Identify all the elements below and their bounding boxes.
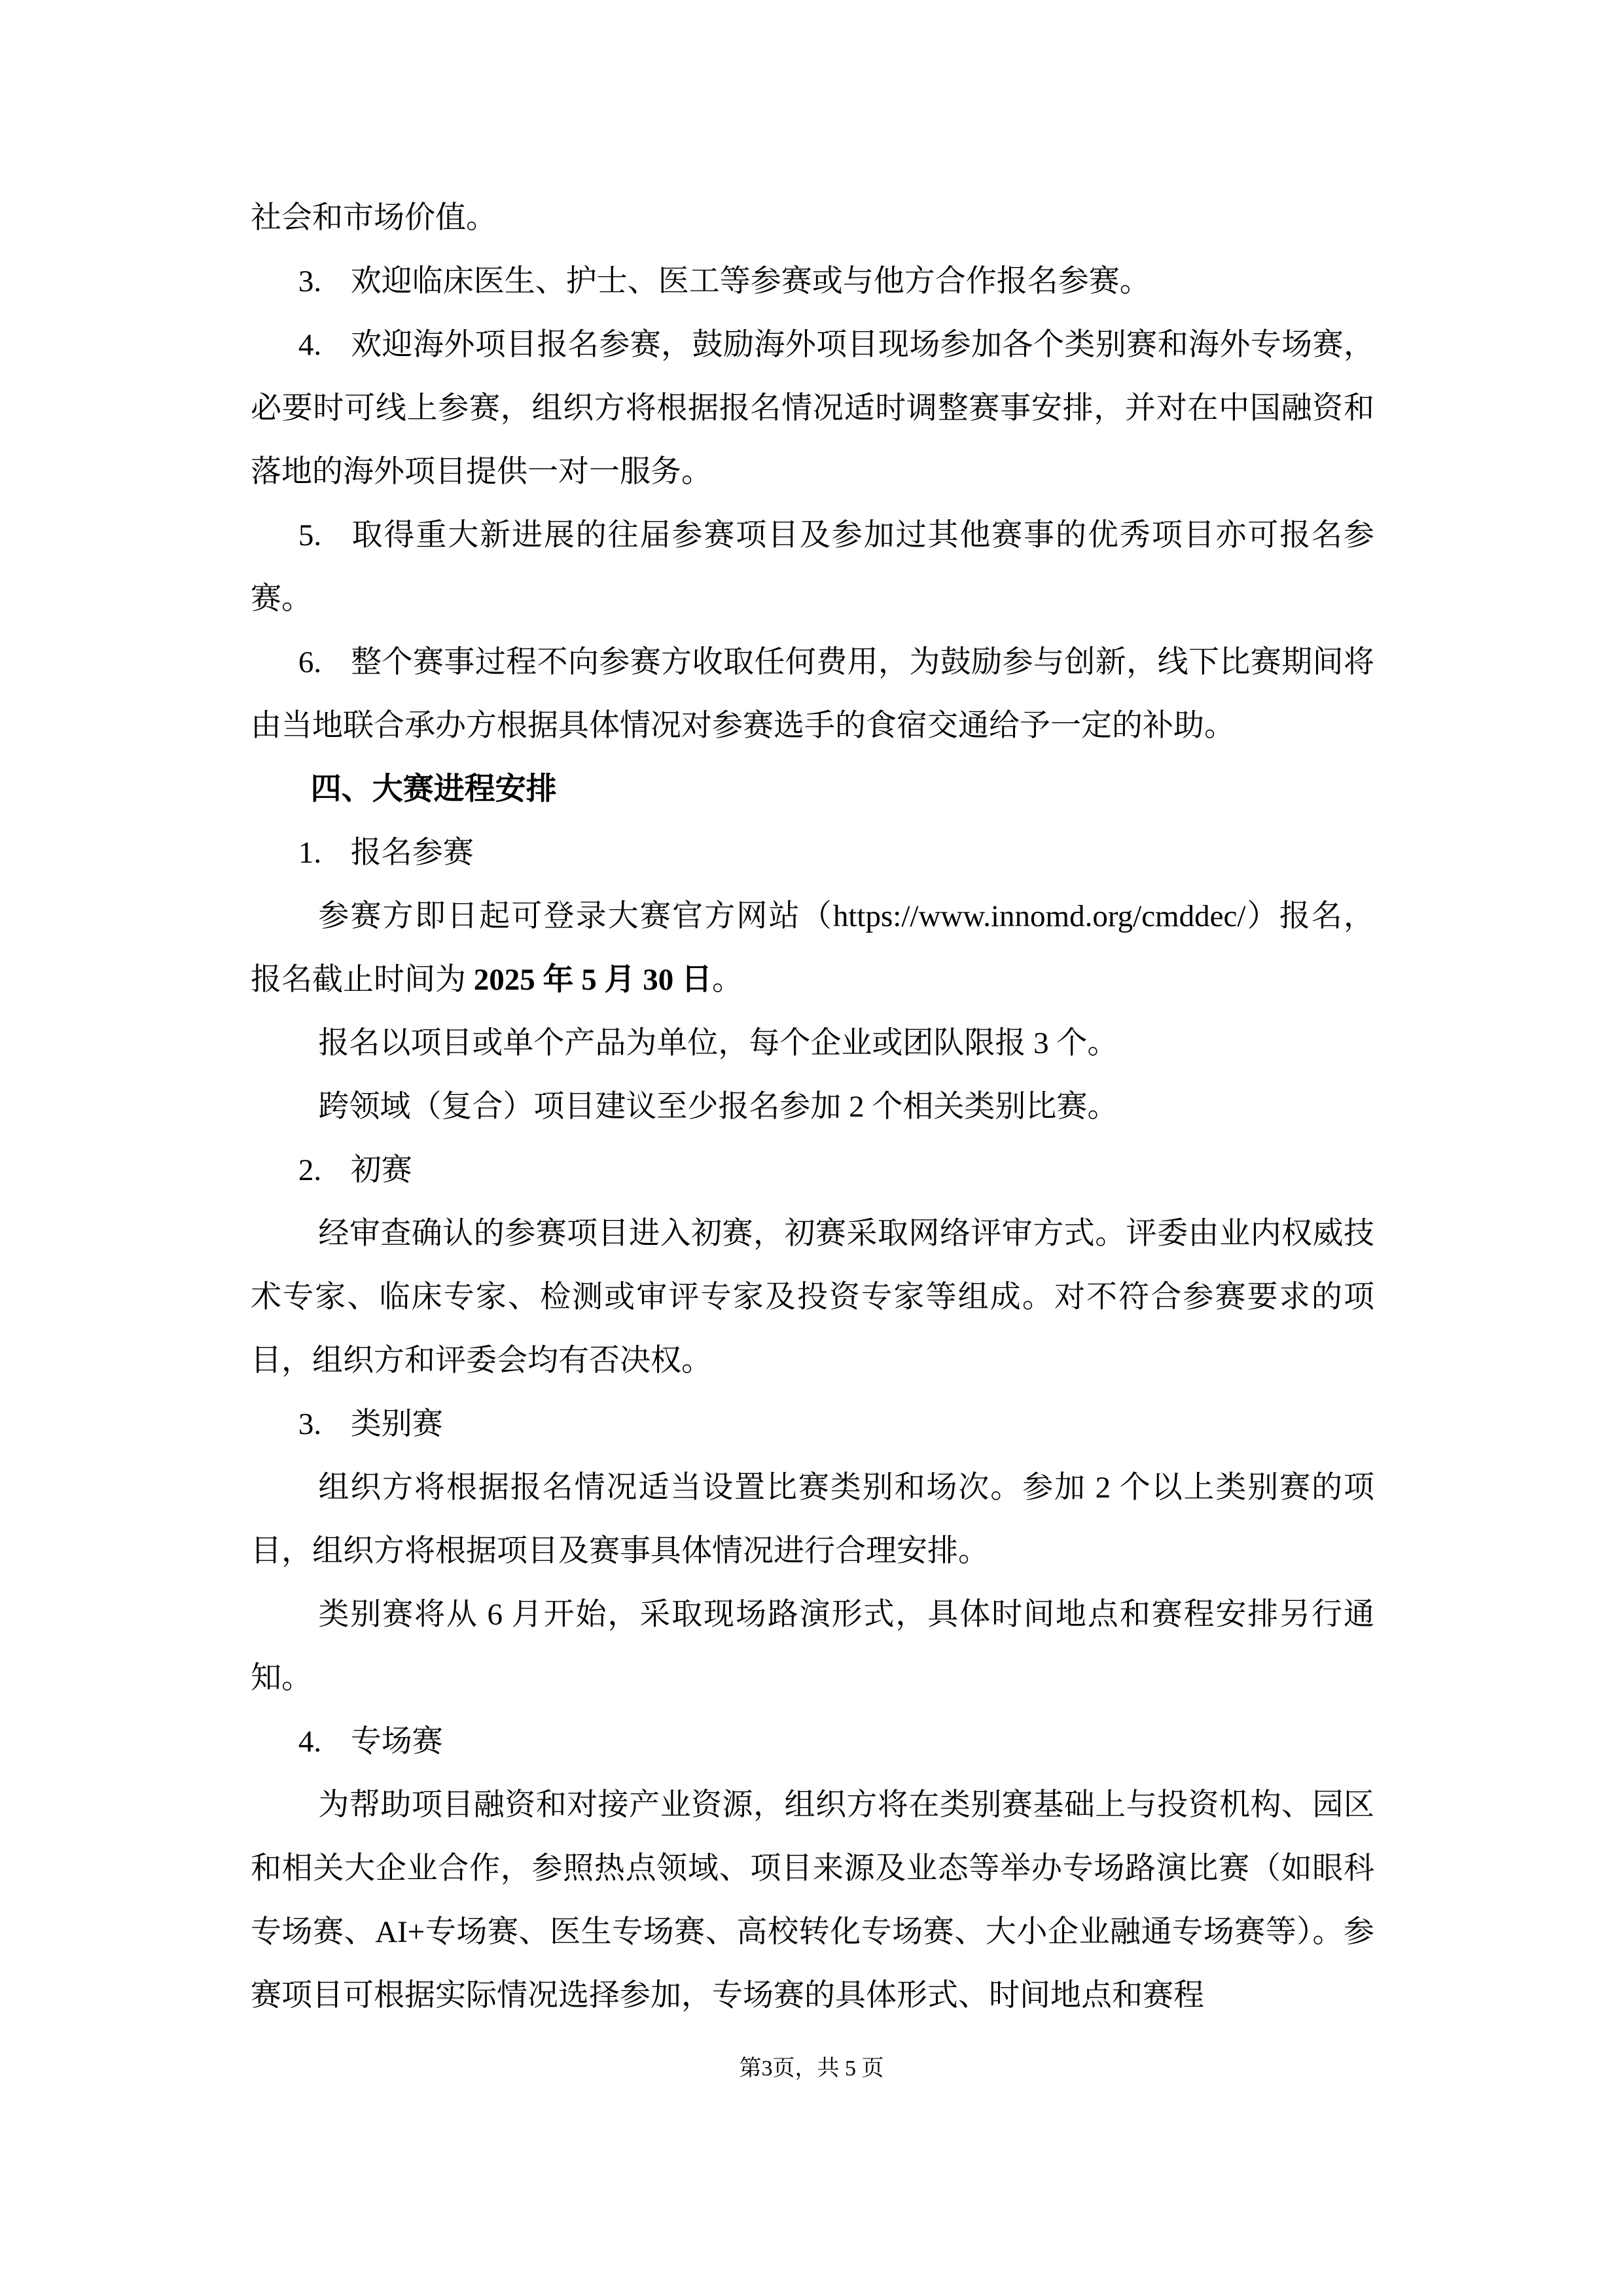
list-item-5-previous-projects xyxy=(251,504,1374,631)
sub-item-2-preliminary-round xyxy=(251,1139,1374,1202)
paragraph-text: 参赛方即日起可登录大赛官方网站（ xyxy=(318,899,833,933)
document-body xyxy=(251,187,1374,2028)
paragraph-preliminary-review xyxy=(251,1202,1374,1393)
paragraph-category-start-june xyxy=(251,1583,1374,1710)
paragraph-text: ）报名，报名截止时间为 xyxy=(251,899,1375,997)
item-number: 3. xyxy=(298,1407,322,1441)
item-number: 3. xyxy=(298,264,322,298)
item-text: 专场赛 xyxy=(350,1725,443,1759)
item-text: 取得重大新进展的往届参赛项目及参加过其他赛事的优秀项目亦可报名参赛。 xyxy=(251,518,1374,616)
section-heading-text: 四、大赛进程安排 xyxy=(310,772,557,806)
item-text: 类别赛 xyxy=(350,1407,443,1441)
paragraph-text: 为帮助项目融资和对接产业资源，组织方将在类别赛基础上与投资机构、园区和相关大企业合作，参照热点领域、项目来源及业态等举办专场路演比赛（如眼科专场赛、AI+专场赛、医生专场赛、高校转化专场赛、大小企业融通专场赛等）。参赛项目可根据实际情况选择参加，专场赛的具体形式、时间地点和赛程 xyxy=(251,1788,1374,2013)
paragraph-text: 类别赛将从 6 月开始，采取现场路演形式，具体时间地点和赛程安排另行通知。 xyxy=(251,1598,1374,1695)
item-text: 欢迎临床医生、护士、医工等参赛或与他方合作报名参赛。 xyxy=(350,264,1150,298)
paragraph-continued-social-market-value xyxy=(251,187,1374,250)
item-number: 6. xyxy=(298,645,322,679)
paragraph-text: 。 xyxy=(712,963,743,997)
page-number-label: 第3页，共 5 页 xyxy=(739,2056,884,2081)
paragraph-text: 跨领域（复合）项目建议至少报名参加 2 个相关类别比赛。 xyxy=(318,1090,1118,1124)
item-number: 1. xyxy=(298,836,322,870)
paragraph-category-arrangement xyxy=(251,1456,1374,1583)
list-item-4-overseas-projects xyxy=(251,314,1374,504)
registration-deadline: 2025 年 5 月 30 日 xyxy=(473,963,712,997)
sub-item-1-registration xyxy=(251,821,1374,885)
paragraph-text: 报名以项目或单个产品为单位，每个企业或团队限报 3 个。 xyxy=(318,1026,1118,1060)
official-website-url: https://www.innomd.org/cmddec/ xyxy=(832,899,1246,933)
paragraph-text: 组织方将根据报名情况适当设置比赛类别和场次。参加 2 个以上类别赛的项目，组织方将根据项目及赛事具体情况进行合理安排。 xyxy=(251,1471,1374,1568)
list-item-3-clinicians-welcome xyxy=(251,250,1374,314)
sub-item-3-category-round xyxy=(251,1393,1374,1456)
page-footer xyxy=(0,2054,1623,2084)
list-item-6-no-fees xyxy=(251,631,1374,758)
paragraph-text: 经审查确认的参赛项目进入初赛，初赛采取网络评审方式。评委由业内权威技术专家、临床专家、检测或审评专家及投资专家等组成。对不符合参赛要求的项目，组织方和评委会均有否决权。 xyxy=(251,1217,1374,1378)
item-number: 2. xyxy=(298,1153,322,1187)
item-number: 4. xyxy=(298,328,322,362)
item-number: 4. xyxy=(298,1725,322,1759)
item-text: 整个赛事过程不向参赛方收取任何费用，为鼓励参与创新，线下比赛期间将由当地联合承办方根据具体情况对参赛选手的食宿交通给予一定的补助。 xyxy=(251,645,1374,743)
item-number: 5. xyxy=(298,518,322,552)
paragraph-registration-website xyxy=(251,885,1374,1012)
item-text: 初赛 xyxy=(350,1153,412,1187)
item-text: 报名参赛 xyxy=(350,836,474,870)
paragraph-text: 社会和市场价值。 xyxy=(251,201,497,235)
section-heading-schedule xyxy=(251,758,1374,821)
item-text: 欢迎海外项目报名参赛，鼓励海外项目现场参加各个类别赛和海外专场赛，必要时可线上参赛，组织方将根据报名情况适时调整赛事安排，并对在中国融资和落地的海外项目提供一对一服务。 xyxy=(251,328,1374,489)
sub-item-4-special-round xyxy=(251,1710,1374,1774)
paragraph-entry-unit-limit xyxy=(251,1012,1374,1075)
paragraph-cross-domain-suggestion xyxy=(251,1075,1374,1139)
paragraph-special-round-details xyxy=(251,1774,1374,2028)
